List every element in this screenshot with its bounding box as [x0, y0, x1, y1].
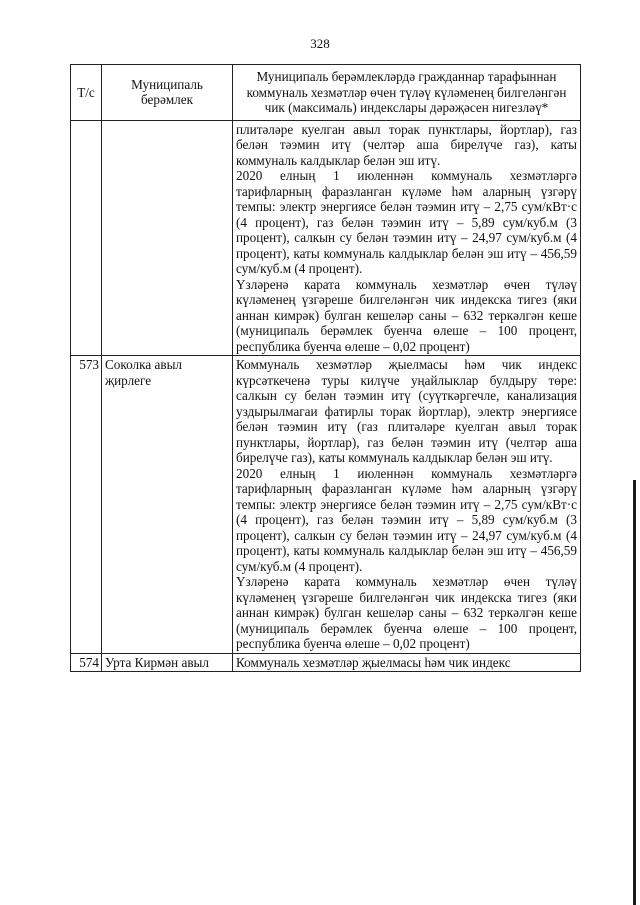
header-num: Т/с [71, 65, 102, 121]
table-row [71, 653, 581, 672]
description-paragraph: Коммуналь хезмәтләр җыелмасы һәм чик индекс [236, 654, 511, 670]
description-paragraph: Үзләренә карата коммуналь хезмәтләр өчен түләү күләменең үзгәреше билгеләнгән чик индекска тигез (яки аннан кимрәк) булган кешеләр саны – 632 теркәлгән кеше (муниципаль берәмлек буенча өлеше – 100 процент, республика буенча өлеше – 0,02 процент) [236, 574, 577, 651]
row-num: 574 [71, 653, 102, 672]
description-paragraph: 2020 елның 1 июленнән коммуналь хезмәтләргә тарифларның фаразланган күләме һәм аларның үзгәрү темпы: электр энергиясе белән тәэмин итү – 2,75 сум/кВт·с (4 процент), газ белән тәэмин итү – 5,89 сум/куб.м (3 процент), салкын су белән тәэмин итү – 24,97 сум/куб.м (4 процент), каты коммуналь калдыклар белән эш итү – 456,59 сум/куб.м (4 процент). [236, 465, 577, 574]
description-paragraph: плитәләре куелган авыл торак пунктлары, йортлар), газ белән тәэмин итү (челтәр аша бирелүче газ), каты коммуналь калдыклар белән эш итү. [236, 121, 577, 168]
row-description [233, 653, 581, 672]
row-municipality: Урта Кирмән авыл [102, 653, 233, 672]
row-num: 573 [71, 356, 102, 654]
page-number: 328 [310, 36, 330, 51]
tariff-index-table [70, 64, 581, 672]
row-num [71, 120, 102, 356]
row-municipality [102, 120, 233, 356]
table-row [71, 356, 581, 654]
header-description: Муниципаль берәмлекләрдә гражданнар тарафыннан коммуналь хезмәтләр өчен түләү күләменең билгеләнгән чик (максималь) индекслары дәрәҗәсен нигезләү* [233, 65, 581, 121]
header-municipality: Муниципаль берәмлек [102, 65, 233, 121]
description-paragraph: Үзләренә карата коммуналь хезмәтләр өчен түләү күләменең үзгәреше билгеләнгән чик индекска тигез (яки аннан кимрәк) булган кешеләр саны – 632 теркәлгән кеше (муниципаль берәмлек буенча өлеше – 100 процент, республика буенча өлеше – 0,02 процент) [236, 276, 577, 354]
description-paragraph: 2020 елның 1 июленнән коммуналь хезмәтләргә тарифларның фаразланган күләме һәм аларның үзгәрү темпы: электр энергиясе белән тәэмин итү – 2,75 сум/кВт·с (4 процент), газ белән тәэмин итү – 5,89 сум/куб.м (3 процент), салкын су белән тәэмин итү – 24,97 сум/куб.м (4 процент), каты коммуналь калдыклар белән эш итү – 456,59 сум/куб.м (4 процент). [236, 168, 577, 276]
scan-edge-line [633, 480, 636, 905]
table-row [71, 120, 581, 356]
row-description [233, 120, 581, 356]
row-description [233, 356, 581, 654]
row-municipality: Соколка авыл җирлеге [102, 356, 233, 654]
description-paragraph: Коммуналь хезмәтләр җыелмасы һәм чик индекс күрсәткеченә туры килүче уңайлыклар булдыру төре: салкын су белән тәэмин итү (суүткәргечле, канализация уздырылмагаи фатирлы торак йортлар), электр энергиясе белән тәэмин итү (газ плитәләре куелган авыл торак пунктлары, йортлар), газ белән тәэмин итү (челтәр аша бирелүче газ), каты коммуналь калдыклар белән эш итү. [236, 357, 577, 465]
table-header-row [71, 65, 581, 121]
